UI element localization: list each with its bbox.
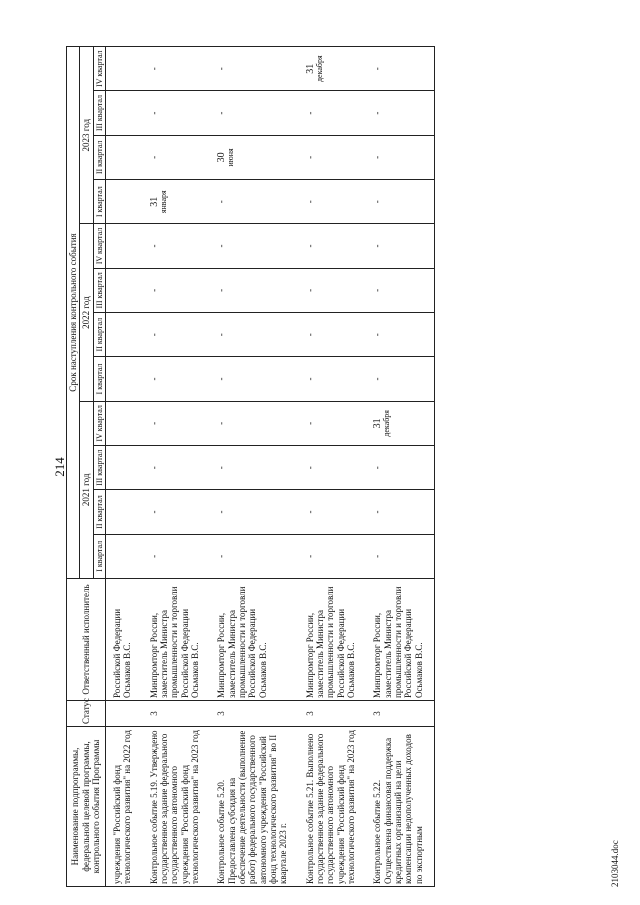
event-status: 3 [366,701,434,727]
header-responsible: Ответственный исполнитель [67,579,106,701]
quarter-cell [105,135,142,179]
table-row [143,47,211,887]
quarter-cell: - [366,446,434,490]
header-quarter: II квартал [93,135,105,179]
responsible-executor: Российской Федерации Осьмаков В.С. [105,579,142,701]
quarter-cell [105,401,142,445]
header-quarter: IV квартал [93,401,105,445]
quarter-cell: - [143,224,211,268]
quarter-cell: - [143,357,211,401]
quarter-cell [105,180,142,224]
quarter-cell: - [299,401,367,445]
quarter-cell: - [210,268,298,312]
quarter-cell: - [366,224,434,268]
quarter-cell: - [366,268,434,312]
deadline-date: 31 декабря [299,47,367,91]
quarter-cell: - [143,47,211,91]
deadline-date: 31 декабря [366,401,434,445]
quarter-cell: - [366,534,434,578]
quarter-cell: - [366,135,434,179]
table-row [105,47,142,887]
event-status: 3 [299,701,367,727]
quarter-cell: - [299,534,367,578]
header-quarter: III квартал [93,268,105,312]
header-quarter: III квартал [93,446,105,490]
header-quarter: IV квартал [93,47,105,91]
header-year-2023: 2023 год [80,47,93,224]
quarter-cell: - [366,47,434,91]
quarter-cell: - [143,534,211,578]
table-body [105,47,434,887]
event-name: Контрольное событие 5.22. Осуществлена финансовая поддержка кредитных организаций на цели компенсации недополученных доходов по экспортным [366,727,434,887]
page-number: 214 [52,457,67,477]
responsible-executor: Минпромторг России, заместитель Министра промышленности и торговли Российской Федерации Осьмаков В.С. [143,579,211,701]
deadline-date: 31 января [143,180,211,224]
header-deadline: Срок наступления контрольного события [67,47,80,579]
header-year-2021: 2021 год [80,401,93,578]
quarter-cell: - [299,224,367,268]
responsible-executor: Минпромторг России, заместитель Министра промышленности и торговли Российской Федерации Осьмаков В.С. [210,579,298,701]
quarter-cell [105,224,142,268]
event-name: Контрольное событие 5.21. Выполнено государственное задание федерального государственного автономного учреждения "Российский фонд технологического развития" на 2023 год [299,727,367,887]
control-events-table [66,46,435,887]
header-quarter: IV квартал [93,224,105,268]
table-row [366,47,434,887]
quarter-cell: - [210,446,298,490]
header-quarter: I квартал [93,534,105,578]
table-row [299,47,367,887]
quarter-cell: - [366,490,434,534]
event-name: Контрольное событие 5.20. Предоставлена субсидия на обеспечение деятельности (выполнение работ) федерального государственного автономного учреждения "Российский фонд технологического развития" во II квартале 2023 г. [210,727,298,887]
quarter-cell: - [143,490,211,534]
header-name: Наименование подпрограммы, федеральной целевой программы, контрольного события Программы [67,727,106,887]
quarter-cell: - [210,224,298,268]
quarter-cell [105,313,142,357]
quarter-cell: - [143,135,211,179]
quarter-cell: - [299,180,367,224]
responsible-executor: Минпромторг России, заместитель Министра промышленности и торговли Российской Федерации Осьмаков В.С. [299,579,367,701]
quarter-cell: - [210,401,298,445]
header-quarter: I квартал [93,357,105,401]
event-status: 3 [210,701,298,727]
quarter-cell: - [210,47,298,91]
quarter-cell [105,490,142,534]
document-id: 2103044.doc [610,840,620,887]
header-quarter: III квартал [93,91,105,135]
quarter-cell [105,47,142,91]
quarter-cell: - [366,313,434,357]
quarter-cell [105,357,142,401]
quarter-cell: - [299,490,367,534]
quarter-cell: - [210,357,298,401]
responsible-executor: Минпромторг России, заместитель Министра промышленности и торговли Российской Федерации Осьмаков В.С. [366,579,434,701]
header-quarter: II квартал [93,313,105,357]
quarter-cell: - [299,357,367,401]
event-status: 3 [143,701,211,727]
quarter-cell [105,534,142,578]
quarter-cell: - [143,313,211,357]
quarter-cell [105,268,142,312]
quarter-cell [105,91,142,135]
header-quarter: II квартал [93,490,105,534]
quarter-cell: - [143,446,211,490]
deadline-date: 30 июня [210,135,298,179]
quarter-cell: - [299,313,367,357]
header-quarter: I квартал [93,180,105,224]
quarter-cell: - [210,313,298,357]
quarter-cell: - [210,534,298,578]
quarter-cell: - [143,91,211,135]
table-row [210,47,298,887]
header-year-2022: 2022 год [80,224,93,401]
quarter-cell: - [299,268,367,312]
header-status: Статус [67,701,106,727]
rotated-landscape-sheet [52,47,622,887]
quarter-cell: - [299,91,367,135]
event-name: учреждения "Российский фонд технологического развития" на 2022 год [105,727,142,887]
quarter-cell: - [210,490,298,534]
event-status [105,701,142,727]
quarter-cell: - [143,268,211,312]
quarter-cell: - [366,357,434,401]
quarter-cell: - [299,446,367,490]
quarter-cell: - [299,135,367,179]
quarter-cell: - [366,180,434,224]
quarter-cell: - [210,91,298,135]
quarter-cell: - [366,91,434,135]
quarter-cell: - [210,180,298,224]
event-name: Контрольное событие 5.19. Утверждено государственное задание федерального государственного автономного учреждения "Российский фонд технологического развития" на 2023 год [143,727,211,887]
quarter-cell: - [143,401,211,445]
quarter-cell [105,446,142,490]
